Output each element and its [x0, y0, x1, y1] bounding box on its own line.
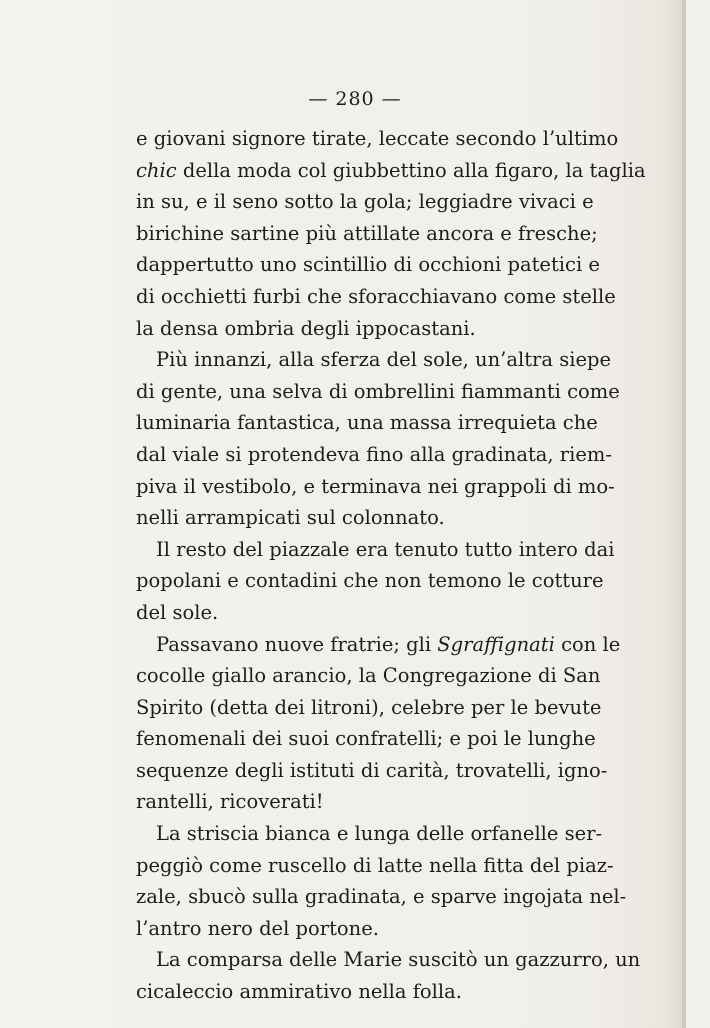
page-edge-shadow — [682, 0, 686, 1028]
text-run: Spirito (detta dei litroni), celebre per le bevute — [136, 695, 602, 719]
text-line — [136, 944, 641, 976]
text-run: con le — [554, 632, 621, 656]
text-line — [136, 723, 596, 755]
text-run: peggiò come ruscello di latte nella fitta del piaz- — [136, 853, 614, 877]
text-line — [136, 502, 582, 534]
text-run: piva il vestibolo, e terminava nei grappoli di mo- — [136, 474, 615, 498]
body-text — [136, 123, 646, 1008]
text-run: del sole. — [136, 600, 219, 624]
text-line — [136, 818, 603, 850]
text-line — [136, 976, 582, 1008]
text-run: Il resto del piazzale era tenuto tutto intero dai — [156, 537, 615, 561]
text-line — [136, 249, 600, 281]
italic-text: chic — [136, 158, 177, 182]
text-run: di gente, una selva di ombrellini fiammanti come — [136, 379, 620, 403]
text-line — [136, 344, 612, 376]
text-line — [136, 218, 598, 250]
text-line — [136, 155, 646, 187]
text-run: zale, sbucò sulla gradinata, e sparve ingojata nel- — [136, 885, 627, 909]
text-run: sequenze degli istituti di carità, trovatelli, igno- — [136, 758, 608, 782]
text-line — [136, 281, 616, 313]
text-run: nelli arrampicati sul colonnato. — [136, 506, 445, 530]
text-run: in su, e il seno sotto la gola; leggiadre vivaci e — [136, 190, 594, 214]
text-line — [136, 881, 627, 913]
text-line — [136, 534, 615, 566]
text-line — [136, 660, 601, 692]
text-run: birichine sartine più attillate ancora e fresche; — [136, 221, 598, 245]
text-run: della moda col giubbettino alla figaro, la taglia — [176, 158, 646, 182]
text-run: la densa ombria degli ippocastani. — [136, 316, 476, 340]
text-line — [136, 565, 604, 597]
text-run: La striscia bianca e lunga delle orfanelle ser- — [156, 822, 603, 846]
text-line — [136, 407, 598, 439]
text-run: Passavano nuove fratrie; gli — [156, 632, 438, 656]
text-line — [136, 186, 594, 218]
text-run: Più innanzi, alla sferza del sole, un’altra siepe — [156, 348, 612, 372]
text-run: fenomenali dei suoi confratelli; e poi le lunghe — [136, 727, 596, 751]
text-run: rantelli, ricoverati! — [136, 790, 324, 814]
text-line — [136, 629, 621, 661]
text-run: dappertutto uno scintillio di occhioni patetici e — [136, 253, 600, 277]
text-run: l’antro nero del portone. — [136, 916, 379, 940]
text-run: La comparsa delle Marie suscitò un gazzurro, un — [156, 948, 641, 972]
text-line — [136, 439, 612, 471]
text-line — [136, 755, 608, 787]
italic-text: Sgraffignati — [437, 632, 555, 656]
text-line — [136, 850, 614, 882]
text-run: di occhietti furbi che sforacchiavano come stelle — [136, 284, 616, 308]
page-number: — 280 — — [308, 88, 402, 110]
text-line — [136, 692, 602, 724]
text-run: dal viale si protendeva fino alla gradinata, riem- — [136, 442, 612, 466]
text-line — [136, 313, 582, 345]
text-run: cicaleccio ammirativo nella folla. — [136, 980, 462, 1004]
text-run: e giovani signore tirate, leccate secondo l’ultimo — [136, 127, 619, 150]
text-line — [136, 913, 582, 945]
text-line — [136, 471, 615, 503]
text-line — [136, 123, 619, 155]
text-run: luminaria fantastica, una massa irrequieta che — [136, 411, 598, 435]
text-line — [136, 376, 620, 408]
text-run: cocolle giallo arancio, la Congregazione di San — [136, 664, 601, 688]
text-line — [136, 597, 582, 629]
text-line — [136, 786, 582, 818]
text-run: popolani e contadini che non temono le cotture — [136, 569, 604, 593]
